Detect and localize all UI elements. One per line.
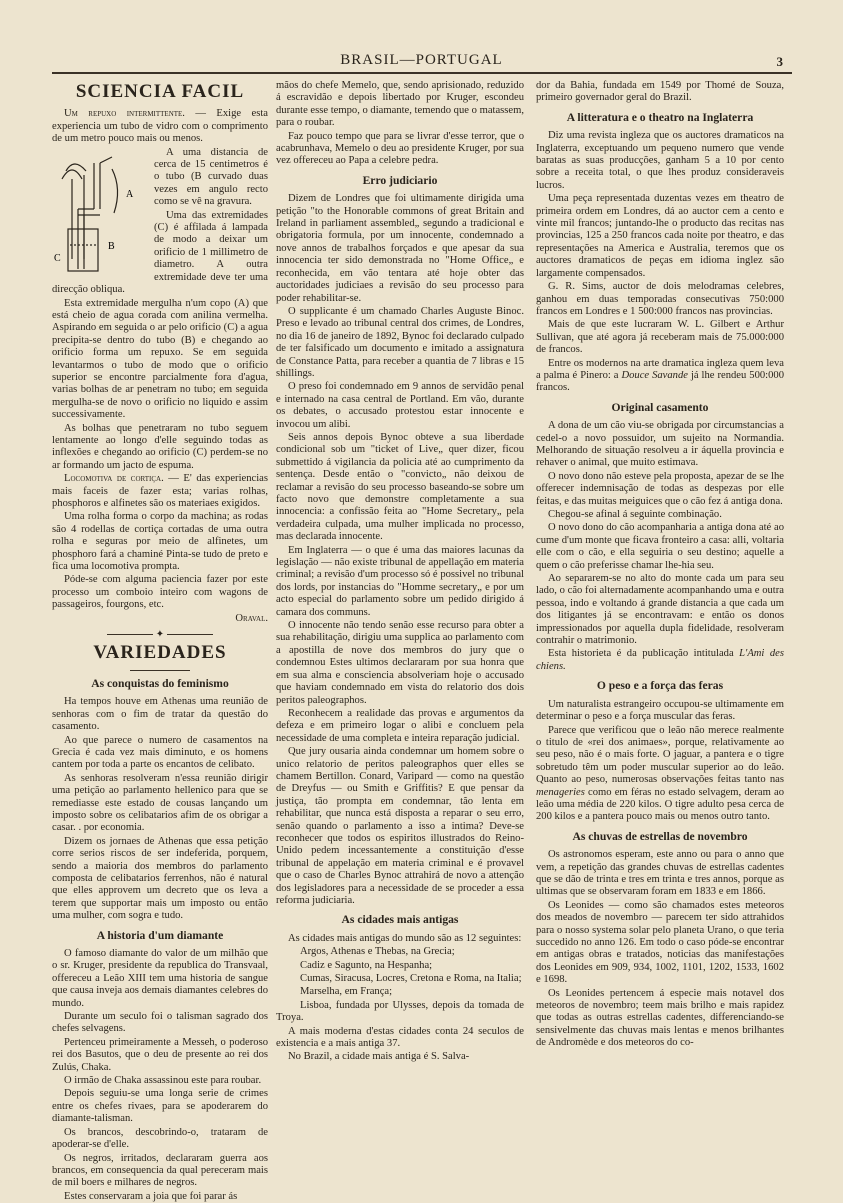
figure-label-b: B (108, 240, 115, 252)
list-item: Lisboa, fundada por Ulysses, depois da tomada de Troya. (276, 999, 524, 1024)
paragraph: Esta historieta é da publicação intitulada L'Ami des chiens. (536, 648, 784, 672)
paragraph: Ha tempos houve em Athenas uma reunião de senhoras com o fim de tratar da questão do casamento. (52, 696, 268, 733)
lead-caps: Locomotiva de cortiça. (64, 473, 164, 485)
column-3 (536, 80, 784, 1195)
page-number: 3 (776, 54, 783, 69)
paragraph: Pertenceu primeiramente a Messeh, o poderoso rei dos Basutos, que o deu de presente ao rei dos Zulús, Chaka. (52, 1036, 268, 1073)
list-item: Cadiz e Sagunto, na Hespanha; (300, 959, 433, 971)
paragraph: G. R. Sims, auctor de dois melodramas celebres, ganhou em duas temporadas consecutivas 750:000 francos em Londres e 1 500:000 francos nas provincias. (536, 281, 784, 317)
paragraph: Dizem de Londres que foi ultimamente dirigida uma petição "to the Honorable commons of great Britain and Ireland in parliament assembled„ segundo a tradicional e obrigatoria formula, por um innocente, condemnado a nove annos de trabalhos forçados e que apesar da sua innocencia ter sido demonstrada no "Home Office„ e reconhecida, em vão tentara até hoje obter das auctoridades judiciaes a revisão do seu processo para poder rehabilitar-se. (276, 193, 524, 304)
publication-name: L'Ami des chiens. (536, 648, 784, 672)
paragraph: Parece que verificou que o leão não merece realmente o titulo de «rei dos animaes», porque, relativamente ao seu peso, não é o mais forte. O jaguar, a pantera e o tigre sobretudo têm um poder muscular superior ao do leão. Quanto ao peso, numerosas observações feitas tanto nas menageries como em féras no estado selvagem, deram ao leão uma média de 220 kilos. O tigre adulto pesa cerca de 200 kilos e a pantera pouco mais ou menos outro tanto. (536, 724, 784, 823)
running-header (0, 52, 843, 72)
divider (130, 670, 190, 671)
paragraph: Os Leonides — como são chamados estes meteoros dos meados de novembro — parecem ter sido attrahidos para o nosso systema solar pelo planeta Urano, o que teria succedido no anno 126. Em todo o caso póde-se encontrar em antigas obras e tratados, noticias das manifestações dos Leonides em 909, 934, 1002, 1101, 1202, 1533, 1602 e 1698. (536, 899, 784, 986)
header-rule (52, 72, 792, 74)
paragraph: Depois seguiu-se uma longa serie de crimes entre os chefes rivaes, para se apoderarem do diamante-talisman. (52, 1088, 268, 1125)
article-title: A litteratura e o theatro na Inglaterra (566, 110, 754, 124)
paragraph: O supplicante é um chamado Charles Auguste Binoc. Preso e levado ao tribunal central dos crimes, de Londres, no dia 16 de janeiro de 1892, Bynoc foi declarado culpado de ter falsificado um documento e imitado a assignatura de Constance Patta, para receber a quantia de 7 libras e 15 shillings. (276, 305, 524, 379)
paragraph: dor da Bahia, fundada em 1549 por Thomé de Souza, primeiro governador geral do Brazil. (536, 80, 784, 104)
paragraph: mãos do chefe Memelo, que, sendo aprisionado, reduzido á escravidão e depois libertado por Kruger, escondeu durante esse tempo, o diamante, temendo que o matassem, para o roubar. (276, 80, 524, 129)
list-item: Marselha, em França; (300, 986, 393, 998)
column-1 (52, 80, 268, 1202)
paragraph: Chegou-se afinal á seguinte combinação. (548, 509, 722, 520)
paragraph: Faz pouco tempo que para se livrar d'esse terror, que o acabrunhava, Memelo o deu ao presidente Kruger, por sua vez offereceu ao Papa a celebre pedra. (276, 130, 524, 167)
paragraph: Uma rolha forma o corpo da machina; as rodas são 4 rodellas de cortiça cortadas de uma outra rolha e seguras por meio de alfinetes, um phosphoro fará a chaminé Pinta-se tudo de preto e fica uma locomotiva prompta. (52, 511, 268, 573)
article-title: As conquistas do feminismo (91, 676, 229, 690)
city-list (276, 933, 524, 1064)
paragraph: As bolhas que penetraram no tubo seguem lentamente ao longo d'elle seguindo todas as inflexões e chegando ao orificio (C) perdem-se no ar formando um jacto de espuma. (52, 422, 268, 471)
ornamental-divider: ✦ (52, 629, 268, 641)
paragraph: Mais de que este lucraram W. L. Gilbert e Arthur Sullivan, que até agora já receberam mais de 75.000:000 de francos. (536, 319, 784, 356)
article-title: As chuvas de estrellas de novembro (572, 829, 748, 843)
figure-label-c: C (54, 252, 61, 264)
article-title: Erro judiciario (362, 173, 438, 187)
paragraph: Póde-se com alguma paciencia fazer por este processo um comboio inteiro com wagons de passageiros, fourgons, etc. (52, 574, 268, 611)
paragraph: Os negros, irritados, declararam guerra aos brancos, em consequencia da qual pereceram mais de mil boers e milhares de negros. (52, 1152, 268, 1189)
section-title-sciencia-facil: SCIENCIA FACIL (75, 81, 245, 102)
paragraph: Em Inglaterra — o que é uma das maiores lacunas da legislação — não existe tribunal de appellação em materia criminal; a revisão d'um processo só é possivel no tribunal dos lords, por instancias do "Homme secretary„ e por um acto especial do parlamento sobre um pedido dirigido á camara dos communs. (276, 544, 524, 618)
article-title: A historia d'um diamante (96, 928, 224, 942)
paragraph: O irmão de Chaka assassinou este para roubar. (64, 1075, 262, 1087)
paragraph: Uma peça representada duzentas vezes em theatro de primeira ordem em Londres, dá ao auctor cem a cento e vinte mil francos; juntando-lhe o producto das recitas nas provincias, 125 a 250 francos cada noite por theatro, e das representações na America e Australia, teremos que os auctores dramaticos de peças em idioma inglez são largamente compensados. (536, 193, 784, 279)
paragraph: Estes conservaram a joia que foi parar ás (64, 1190, 238, 1202)
paragraph: O famoso diamante do valor de um milhão que o sr. Kruger, presidente da republica do Transvaal, offereceu a Leão XIII tem uma historia de sangue que causa inveja aos demais diamantes celebres do mundo. (52, 948, 268, 1009)
figure-label-a: A (126, 188, 134, 200)
paragraph: Um repuxo intermittente. — Exige esta experiencia um tubo de vidro com o comprimento de um metro pouco mais ou menos. (52, 108, 268, 145)
paragraph: A dona de um cão viu-se obrigada por circumstancias a cedel-o a novo possuidor, um sujeito na Normandia. Melhorando de situação resolveu a ir áquella provincia e rehaver o animal, que muito estimava. (536, 420, 784, 469)
paragraph: Seis annos depois Bynoc obteve a sua liberdade condicional sob um "ticket of Live„ quer dizer, ficou submettido á vigilancia da policia até ao cumprimento da sentença. Desde então o "convicto„ não deixou de reclamar a revisão do seu processo baseando-se sobre um facto novo que demonstre completamente a sua innocencia: a confissão feita ao "Home Secretary„ pela verdadeira culpada, uma mulher implicada no processo, mas declarada innocente. (276, 431, 524, 543)
paragraph: Diz uma revista ingleza que os auctores dramaticos na Inglaterra, exceptuando um pequeno numero que vende baratas as suas producções, ganham 5 a 10 por cento sobre a receita total, o que lhes produz consideraveis lucros. (536, 130, 784, 191)
paragraph: O innocente não tendo senão esse recurso para obter a sua rehabilitação, dirigiu uma supplica ao parlamento com a apostilla de nove dos membros do jury que o condemnou Estes ultimos declararam por sua honra que em sua alma e consciencia absolveriam hoje o accusado que haviam condemnado em vista do relatorio dos dois peritos paleographos. (276, 620, 524, 706)
lead-caps: Um repuxo intermittente. (64, 108, 185, 120)
paragraph: A uma distancia de cerca de 15 centimetros é o tubo (B curvado duas vezes em angulo recto como se vê na gravura. (154, 146, 268, 208)
paragraph: As cidades mais antigas do mundo são as 12 seguintes: (288, 932, 522, 944)
paragraph: Os Leonides pertencem á especie mais notavel dos meteoros de novembro; teem mais brilho e mais rapidez que todas as outras estrellas cadentes, differenciando-se sensivelmente das chuvas mais lentas e menos brilhantes de Andromède e dos meteoros do co- (536, 987, 784, 1049)
list-item: Cumas, Siracusa, Locres, Cretona e Roma, na Italia; (300, 973, 522, 985)
list-item: Argos, Athenas e Thebas, na Grecia; (300, 946, 455, 958)
publication-title: BRASIL—PORTUGAL (340, 52, 503, 68)
fountain-tube-illustration (52, 149, 148, 279)
paragraph: Dizem os jornaes de Athenas que essa petição corre serios riscos de ser indeferida, porquem, sendo a maioria dos membros do parlamento composta de celibatarios ferrenhos, não é natural que elles approvem um decreto que os leva a terem que supportar mais um imposto ou então uma mulher, com sogra e tudo. (52, 835, 268, 922)
paragraph: Reconhecem a realidade das provas e argumentos da defeza e em primeiro logar o alibi e concluem pela necessidade de uma completa e inteira reparação judicial. (276, 707, 524, 744)
paragraph: Ao que parece o numero de casamentos na Grecia é cada vez mais diminuto, e os homens cantem por toda a parte os encantos de celibato. (52, 734, 268, 771)
paragraph: Uma das extremidades (C) é affilada á lampada de modo a deixar um orificio de 1 millimetro de diametro. A outra extremidade deve ter uma direcção obliqua. (52, 209, 268, 296)
author-signature: Oraval. (235, 612, 268, 624)
paragraph: Ao separarem-se no alto do monte cada um para seu lado, o cão foi alternadamente acompanhando uma e outra pessoa, indo e voltando á grande distancia a que cada um dos litigantes já se encontravam: e então os donos impressionados por aquella dupla fidelidade, resolveram contrahir o matrimonio. (536, 573, 784, 647)
paragraph: No Brazil, a cidade mais antiga é S. Salva- (288, 1051, 470, 1063)
paragraph: Um naturalista estrangeiro occupou-se ultimamente em determinar o peso e a força muscular das feras. (536, 698, 784, 723)
paragraph: Durante um seculo foi o talisman sagrado dos chefes selvagens. (52, 1011, 268, 1035)
paragraph: O preso foi condemnado em 9 annos de servidão penal e internado na casa central de Portland. Em vão, durante os debates, o accusado protestou estar innocente e invocou um alibi. (276, 381, 524, 430)
article-title: O peso e a força das feras (596, 679, 724, 693)
paragraph: Os brancos, descobrindo-o, trataram de apoderar-se d'elle. (52, 1126, 268, 1151)
paragraph: Locomotiva de cortiça. — E' das experiencias mais faceis de fazer esta; varias rolhas, phosphoros e alfinetes são os materiaes exigidos. (52, 473, 268, 509)
paragraph: O novo dono não esteve pela proposta, apezar de se lhe offerecer indemnisação de todas as despezas por elle feitas, e das muitas meiguices que o cão fez á antiga dona. (536, 470, 784, 507)
paragraph: O novo dono do cão acompanharia a antiga dona até ao cume d'um monte que ficava fronteiro a casa: alli, voltaria elle com o cão, e ella seguiria o seu destino; aquelle a quem o cão preferisse chamar lhe-hia seu. (536, 522, 784, 571)
article-title: As cidades mais antigas (341, 913, 459, 927)
paragraph: A mais moderna d'estas cidades conta 24 seculos de existencia e a mais antiga 37. (276, 1025, 524, 1050)
section-title-variedades: VARIEDADES (93, 642, 227, 664)
play-title: Douce Savande (621, 369, 688, 381)
article-title: Original casamento (611, 400, 709, 414)
paragraph: Que jury ousaria ainda condemnar um homem sobre o unico relatorio de peritos paleographos quer elles se chamem Bertillon. Conard, Varipard — como na questão de Dreyfus — ou Smith e Griffitis? E que pensar da justiça, tão prompta em condemnar, tão lenta em rehabilitar, que nunca está disposta a reparar o seu erro, senão quando o parlamento a isso a intima? Deve-se reconhecer que todos os espiritos illustrados do Reino-Unido pedem incessantemente a constituição d'esse tribunal de appelação em materia criminal e é provavel que o caso de Charles Bynoc attrahirá de novo a attenção dos legisladores para a necessidade de se proceder a essa reforma judiciaria. (276, 746, 524, 906)
column-2 (276, 80, 524, 1195)
paragraph: As senhoras resolveram n'essa reunião dirigir uma petição ao parlamento hellenico para que se remediasse este estado de cousas lançando um imposto sobre os celibatarios afim de os obrigar a casar. . por economia. (52, 772, 268, 834)
paragraph: Esta extremidade mergulha n'um copo (A) que está cheio de agua corada com anilina vermelha. Aspirando em seguida o ar pelo orificio (C) a agua precipita-se dentro do tubo (B) e chegando ao orificio forma um repuxo. Se em seguida levantarmos o tubo de modo que o orificio superior se encontre parcialmente fora d'agua, varias bolhas de ar penetram no tubo; em seguida mergulha-se de novo o orificio no liquido e assim successivamente. (52, 297, 268, 421)
paragraph: Os astronomos esperam, este anno ou para o anno que vem, a repetição das grandes chuvas de estrellas cadentes que se dão de trinta e tres em trinta e tres annos, porque as ultimas que se observaram foram em 1833 e em 1866. (536, 849, 784, 898)
paragraph: Entre os modernos na arte dramatica ingleza quem leva a palma é Pinero: a Douce Savande já lhe rendeu 500:000 francos. (536, 357, 784, 394)
